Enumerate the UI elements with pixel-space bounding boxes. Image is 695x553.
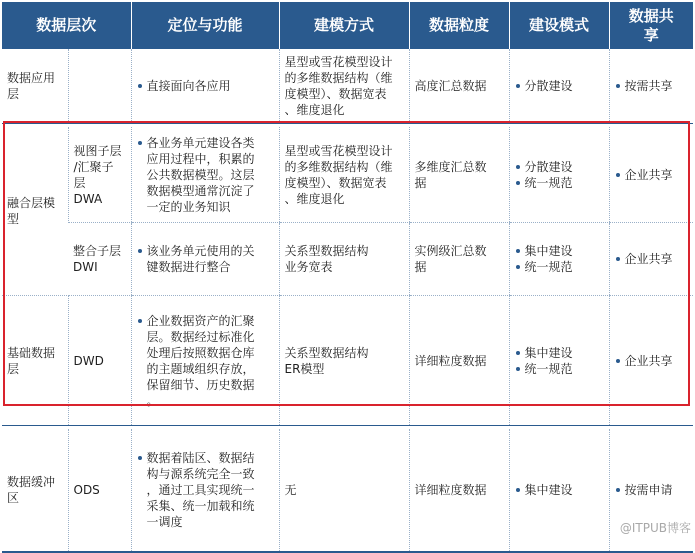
sharing-dwd-item: 企业共享	[615, 353, 689, 369]
position-ods-line4: 采集、统一加载和统	[146, 499, 255, 513]
layer-dwd-line1: 基础数据	[7, 345, 56, 360]
position-ods-line2: 构与源系统完全一致	[146, 467, 255, 481]
modeling-cell-dwd	[279, 296, 409, 426]
position-dwa-line4: 数据模型通常沉淀了	[146, 183, 255, 198]
modeling-cell-dwi	[279, 223, 409, 296]
position-dwa-item	[137, 135, 274, 215]
watermark: @ITPUB博客	[619, 521, 691, 535]
construction-cell-dwa	[509, 127, 609, 223]
modeling-app-line2: 的多维数据结构（维	[284, 71, 393, 85]
table-row-ods	[2, 429, 693, 552]
granularity-dwa-line2: 据	[414, 175, 427, 190]
position-dwd-line5: 保留细节、历史数据	[146, 377, 255, 392]
sub-cell-dwa	[68, 127, 131, 223]
data-layer-table	[2, 2, 693, 553]
layer-dwd-line2: 层	[7, 361, 20, 376]
modeling-dwa-line1: 星型或雪花模型设计	[284, 143, 393, 158]
granularity-cell-app: 高度汇总数据	[409, 49, 509, 124]
construction-dwd-item1: 集中建设	[515, 345, 604, 361]
modeling-dwa-line3: 度模型）、数据宽表	[284, 175, 387, 190]
layer-cell-ods	[2, 429, 68, 552]
table-row-dwi	[2, 223, 693, 296]
granularity-dwa-line1: 多维度汇总数	[414, 159, 487, 174]
sub-cell-ods: ODS	[68, 429, 131, 552]
layer-ods-line1: 数据缓冲	[7, 475, 56, 489]
position-dwd-line3: 处理后按照数据仓库	[146, 345, 255, 360]
sub-dwa-line4: DWA	[73, 191, 103, 206]
sharing-app-item: 按需共享	[615, 78, 689, 94]
position-dwi-line2: 键数据进行整合	[146, 260, 231, 274]
sharing-cell-app	[609, 49, 693, 124]
sharing-cell-dwi	[609, 223, 693, 296]
modeling-app-line4: 、维度退化	[284, 103, 345, 117]
construction-cell-dwi	[509, 223, 609, 296]
modeling-dwa-line4: 、维度退化	[284, 191, 345, 206]
table-row-dwd	[2, 296, 693, 426]
position-ods-line5: 一调度	[146, 515, 183, 529]
position-dwd-line4: 的主题域组织存放，	[146, 361, 255, 376]
position-cell-dwa	[131, 127, 279, 223]
modeling-dwd-line1: 关系型数据结构	[284, 345, 369, 360]
header-sharing	[609, 2, 693, 49]
layer-ods-line2: 区	[7, 491, 20, 505]
layer-cell-app	[2, 49, 68, 124]
header-granularity: 数据粒度	[409, 2, 509, 49]
granularity-cell-dwd: 详细粒度数据	[409, 296, 509, 426]
layer-fusion-line1: 融合层模	[7, 196, 56, 210]
sharing-ods-item: 按需申请	[615, 482, 689, 498]
position-ods-line1: 数据着陆区、数据结	[146, 451, 255, 465]
position-dwd-line6: 。	[146, 393, 159, 408]
header-construction: 建设模式	[509, 2, 609, 49]
modeling-app-line1: 星型或雪花模型设计	[284, 55, 393, 69]
granularity-cell-dwa	[409, 127, 509, 223]
modeling-cell-app	[279, 49, 409, 124]
granularity-dwi-line2: 据	[414, 260, 427, 274]
position-cell-dwi	[131, 223, 279, 296]
layer-app-line2: 层	[7, 87, 20, 101]
layer-table-container	[2, 2, 693, 539]
position-ods-item	[137, 450, 274, 530]
granularity-cell-dwi	[409, 223, 509, 296]
position-dwa-line5: 一定的业务知识	[146, 199, 231, 214]
granularity-dwi-line1: 实例级汇总数	[414, 244, 487, 258]
modeling-cell-dwa	[279, 127, 409, 223]
position-dwi-item	[137, 243, 274, 275]
modeling-dwd-line2: ER模型	[284, 361, 325, 376]
construction-dwi-item1: 集中建设	[515, 243, 604, 259]
header-row	[2, 2, 693, 49]
position-ods-line3: ，通过工具实现统一	[146, 483, 255, 497]
sub-dwa-line3: 层	[73, 175, 86, 190]
layer-fusion-line2: 型	[7, 212, 20, 226]
construction-cell-app	[509, 49, 609, 124]
header-sharing-line2: 享	[643, 25, 659, 44]
position-cell-app	[131, 49, 279, 124]
construction-app-item1: 分散建设	[515, 78, 604, 94]
modeling-dwi-line1: 关系型数据结构	[284, 244, 369, 258]
position-dwd-line2: 层。数据经过标准化	[146, 329, 255, 344]
position-dwd-line1: 企业数据资产的汇聚	[146, 313, 255, 328]
position-dwa-line1: 各业务单元建设各类	[146, 135, 255, 150]
sub-dwi-line2: DWI	[73, 260, 98, 274]
position-app-item: 直接面向各应用	[137, 78, 274, 94]
sharing-cell-dwd	[609, 296, 693, 426]
modeling-dwi-line2: 业务宽表	[284, 260, 333, 274]
modeling-dwa-line2: 的多维数据结构（维	[284, 159, 393, 174]
sub-cell-dwi	[68, 223, 131, 296]
construction-ods-item1: 集中建设	[515, 482, 604, 498]
construction-dwa-item2: 统一规范	[515, 175, 604, 191]
header-layer: 数据层次	[2, 2, 131, 49]
construction-dwd-item2: 统一规范	[515, 361, 604, 377]
construction-dwi-item2: 统一规范	[515, 259, 604, 275]
sharing-cell-dwa	[609, 127, 693, 223]
sub-dwi-line1: 整合子层	[73, 244, 122, 258]
position-cell-ods	[131, 429, 279, 552]
layer-app-line1: 数据应用	[7, 71, 56, 85]
sub-cell-dwd: DWD	[68, 296, 131, 426]
modeling-cell-ods: 无	[279, 429, 409, 552]
table-row-app	[2, 49, 693, 124]
position-dwa-line3: 公共数据模型。这层	[146, 167, 255, 182]
header-position: 定位与功能	[131, 2, 279, 49]
modeling-app-line3: 度模型）、数据宽表	[284, 87, 387, 101]
sub-dwa-line2: /汇聚子	[73, 159, 114, 174]
sub-cell-app	[68, 49, 131, 124]
sub-dwa-line1: 视图子层	[73, 143, 122, 158]
position-dwa-line2: 应用过程中，积累的	[146, 151, 255, 166]
granularity-cell-ods: 详细粒度数据	[409, 429, 509, 552]
header-sharing-line1: 数据共	[628, 6, 674, 25]
sharing-dwa-item: 企业共享	[615, 167, 689, 183]
position-dwi-line1: 该业务单元使用的关	[146, 244, 255, 258]
table-row-dwa	[2, 127, 693, 223]
layer-cell-fusion	[2, 127, 68, 296]
position-cell-dwd	[131, 296, 279, 426]
construction-cell-ods	[509, 429, 609, 552]
layer-cell-dwd	[2, 296, 68, 426]
sharing-dwi-item: 企业共享	[615, 251, 689, 267]
header-modeling: 建模方式	[279, 2, 409, 49]
construction-cell-dwd	[509, 296, 609, 426]
position-dwd-item	[137, 313, 274, 409]
construction-dwa-item1: 分散建设	[515, 159, 604, 175]
